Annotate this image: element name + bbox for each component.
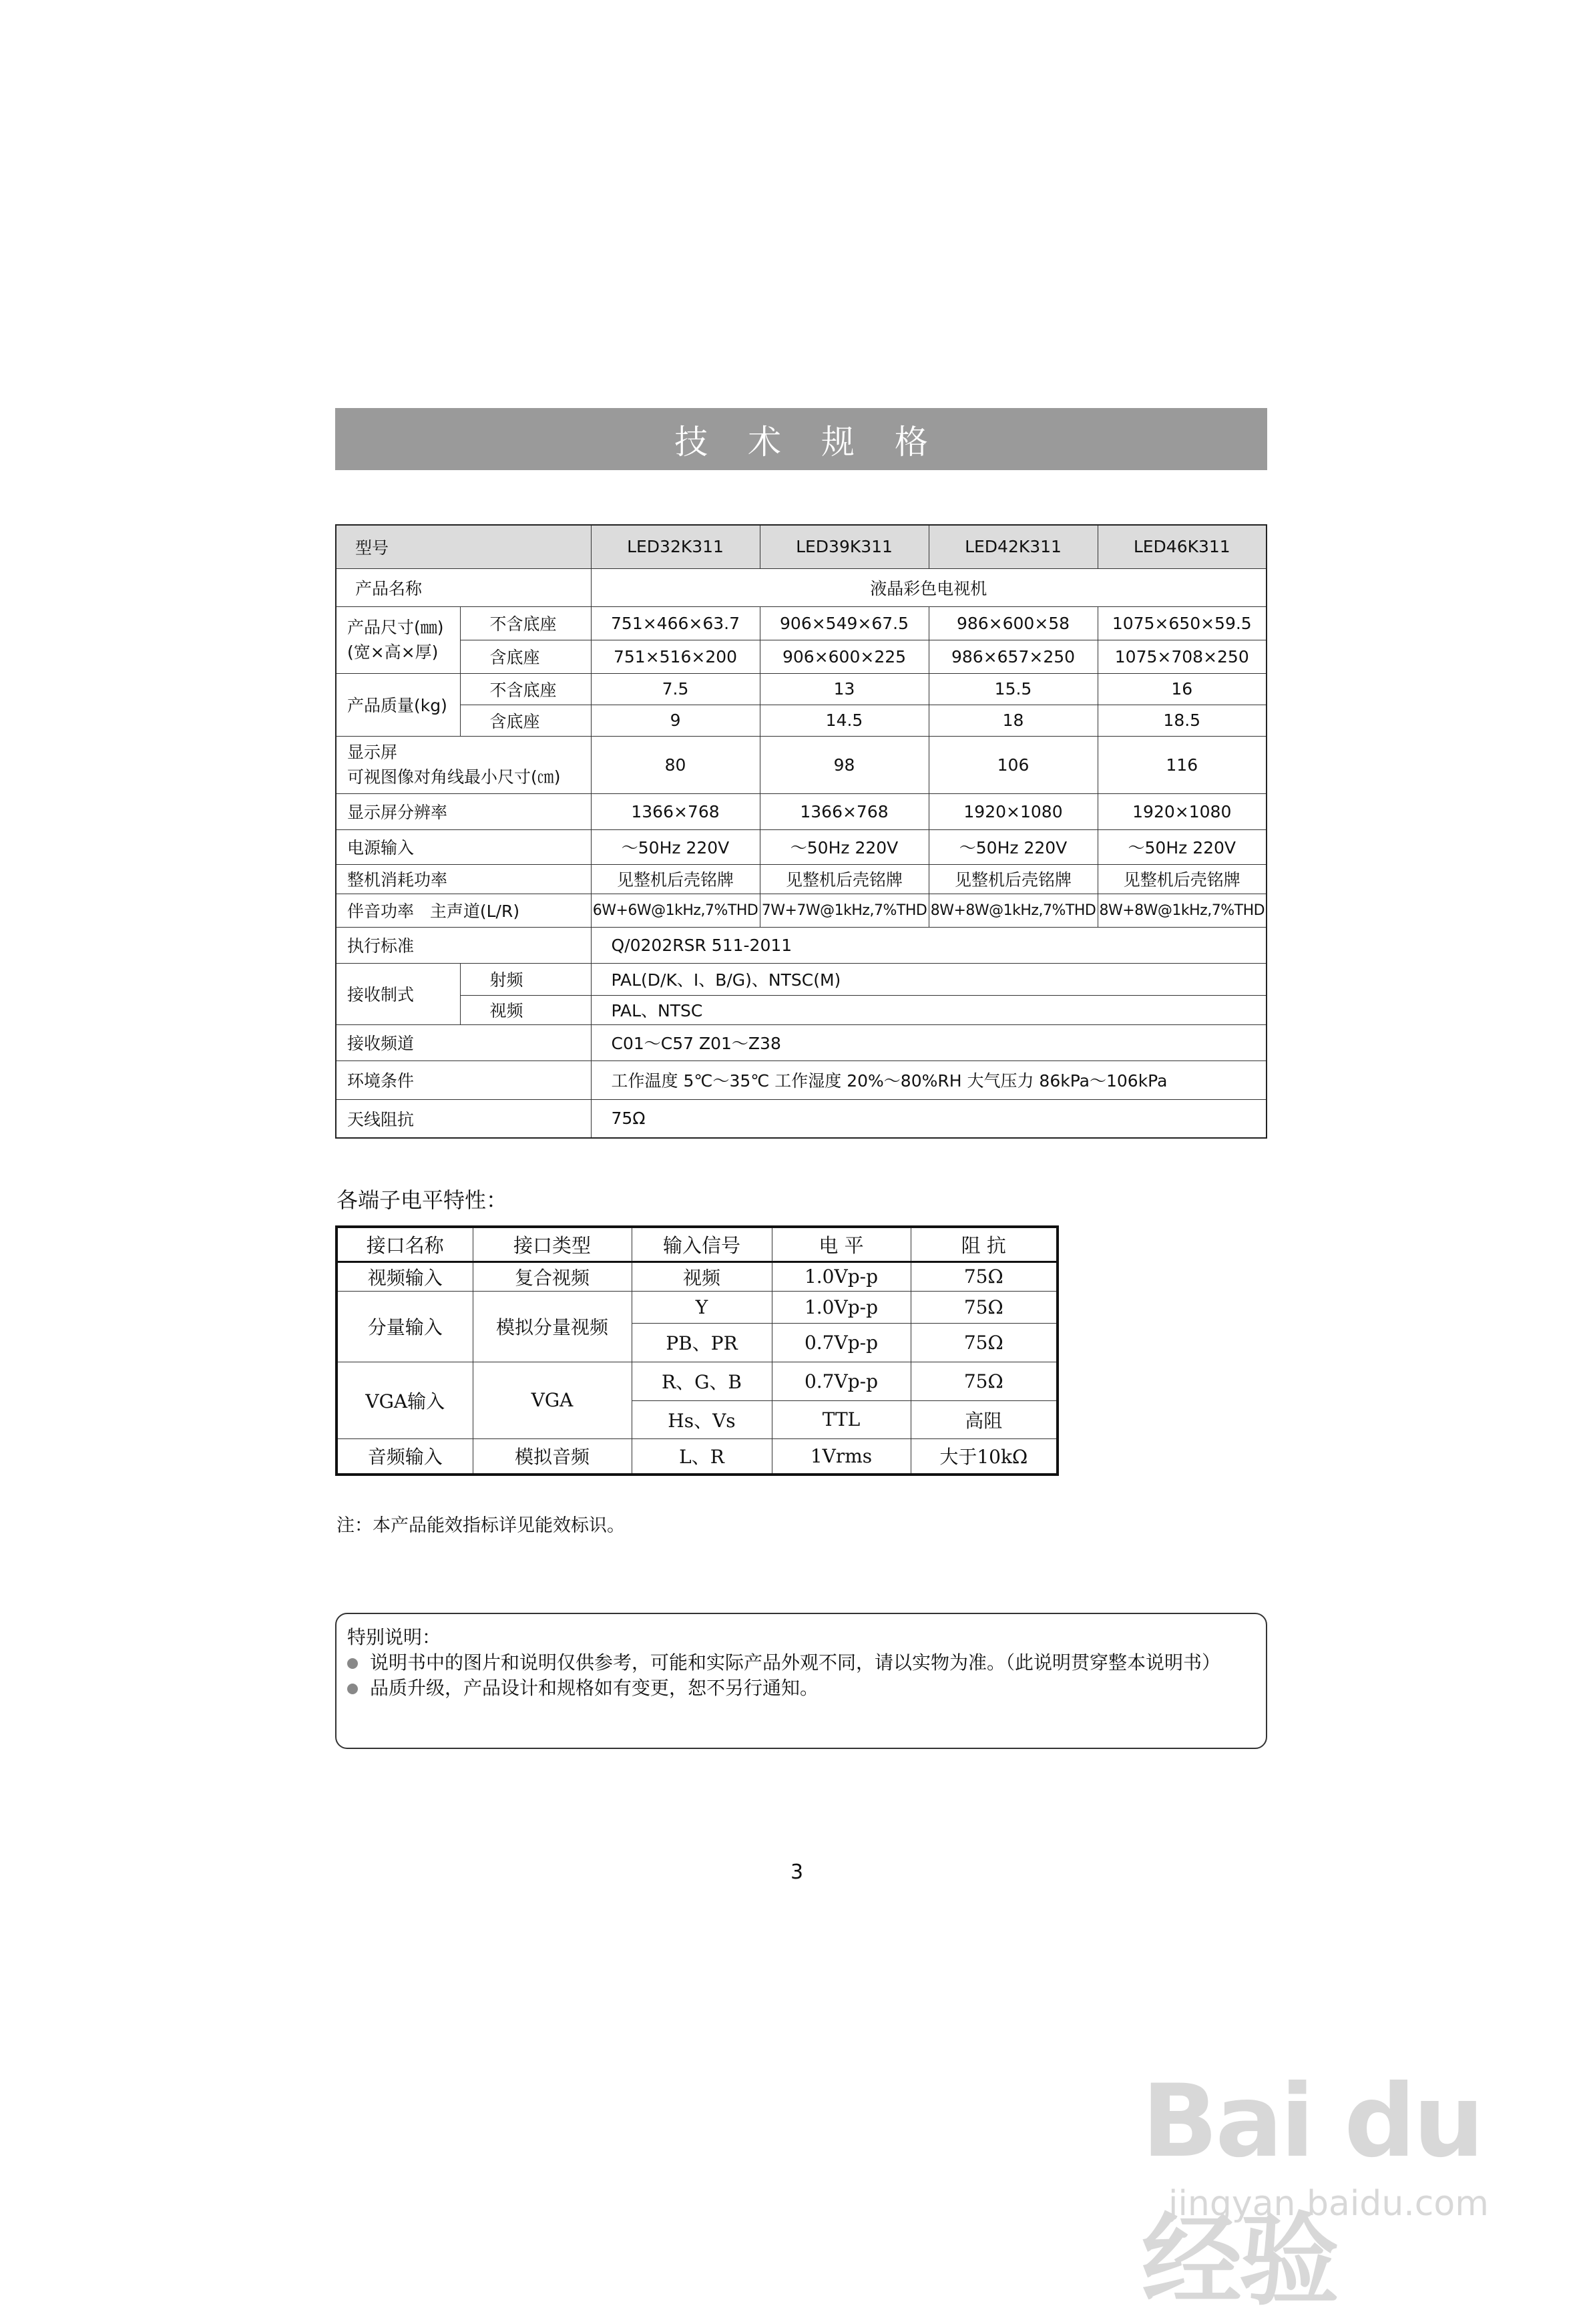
spec-value: 7W+7W@1kHz,7%THD xyxy=(760,894,929,927)
bullet-icon xyxy=(347,1684,358,1694)
terminal-header-row xyxy=(336,1227,1058,1262)
terminal-table xyxy=(335,1225,1059,1476)
special-notice-item xyxy=(347,1676,1266,1701)
terminal-cell: 75Ω xyxy=(911,1291,1058,1323)
terminal-cell: 1.0Vp-p xyxy=(772,1262,911,1291)
terminal-cell: L、R xyxy=(632,1438,772,1475)
spec-label: 整机消耗功率 xyxy=(336,864,591,894)
energy-note: 注：本产品能效指标详见能效标识。 xyxy=(336,1515,625,1536)
terminal-cell: Hs、Vs xyxy=(632,1400,772,1438)
terminal-cell: 模拟分量视频 xyxy=(473,1291,632,1362)
spec-sublabel: 不含底座 xyxy=(460,673,591,705)
spec-value: 16 xyxy=(1098,673,1267,705)
spec-label-size: 产品尺寸(㎜) (宽×高×厚) xyxy=(336,606,460,673)
spec-sublabel: 含底座 xyxy=(460,640,591,673)
terminal-cell: 复合视频 xyxy=(473,1262,632,1291)
spec-label-weight: 产品质量(kg) xyxy=(336,673,460,736)
spec-label: 显示屏分辨率 xyxy=(336,793,591,829)
terminal-header-cell: 输入信号 xyxy=(632,1227,772,1262)
page-number: 3 xyxy=(790,1861,804,1884)
spec-value: 液晶彩色电视机 xyxy=(591,568,1267,606)
terminal-cell: PB、PR xyxy=(632,1323,772,1362)
spec-header-led32: LED32K311 xyxy=(591,525,760,568)
spec-row-reception-rf xyxy=(336,963,1267,995)
spec-header-led46: LED46K311 xyxy=(1098,525,1267,568)
spec-value: 906×549×67.5 xyxy=(760,606,929,640)
spec-row-reception-video xyxy=(336,995,1267,1024)
spec-value: 见整机后壳铭牌 xyxy=(929,864,1098,894)
special-notice-box xyxy=(335,1613,1267,1749)
spec-value: ～50Hz 220V xyxy=(929,829,1098,864)
spec-row-audio xyxy=(336,894,1267,927)
spec-row-weight-without-stand xyxy=(336,673,1267,705)
spec-label-screen: 显示屏 可视图像对角线最小尺寸(㎝) xyxy=(336,736,591,793)
watermark-logo: Bai du 经验 xyxy=(1142,2064,1482,2319)
spec-label-audio: 伴音功率 主声道(L/R) xyxy=(336,894,591,927)
spec-value: 18 xyxy=(929,705,1098,736)
terminal-cell: 0.7Vp-p xyxy=(772,1362,911,1400)
spec-value: 986×600×58 xyxy=(929,606,1098,640)
special-notice-title: 特别说明： xyxy=(347,1626,441,1648)
spec-value: 1075×708×250 xyxy=(1098,640,1267,673)
terminal-header-cell: 接口名称 xyxy=(336,1227,473,1262)
terminal-cell: 1Vrms xyxy=(772,1438,911,1475)
spec-value: 见整机后壳铭牌 xyxy=(591,864,760,894)
spec-header-row xyxy=(336,525,1267,568)
spec-row-power-input xyxy=(336,829,1267,864)
spec-row-size-without-stand xyxy=(336,606,1267,640)
spec-row-antenna xyxy=(336,1099,1267,1138)
terminal-header-cell: 接口类型 xyxy=(473,1227,632,1262)
spec-label: 产品名称 xyxy=(336,568,591,606)
terminal-row-component-y xyxy=(336,1291,1058,1323)
spec-row-environment xyxy=(336,1060,1267,1099)
spec-row-size-with-stand xyxy=(336,640,1267,673)
spec-value: 751×466×63.7 xyxy=(591,606,760,640)
spec-value: ～50Hz 220V xyxy=(1098,829,1267,864)
spec-value: 工作温度 5℃～35℃ 工作湿度 20%～80%RH 大气压力 86kPa～106kPa xyxy=(591,1060,1267,1099)
spec-value: 1920×1080 xyxy=(1098,793,1267,829)
terminal-cell: 分量输入 xyxy=(336,1291,473,1362)
watermark-url: jingyan.baidu.com xyxy=(1168,2184,1489,2224)
spec-value: PAL(D/K、I、B/G)、NTSC(M) xyxy=(591,963,1267,995)
spec-row-product-name xyxy=(336,568,1267,606)
terminal-header-cell: 阻 抗 xyxy=(911,1227,1058,1262)
spec-value: 8W+8W@1kHz,7%THD xyxy=(1098,894,1267,927)
bullet-icon xyxy=(347,1658,358,1669)
spec-value: 1366×768 xyxy=(760,793,929,829)
spec-value: 1075×650×59.5 xyxy=(1098,606,1267,640)
spec-value: 18.5 xyxy=(1098,705,1267,736)
spec-value: 906×600×225 xyxy=(760,640,929,673)
spec-value: 13 xyxy=(760,673,929,705)
spec-header-led42: LED42K311 xyxy=(929,525,1098,568)
terminal-section-title: 各端子电平特性： xyxy=(336,1187,508,1213)
terminal-cell: VGA xyxy=(473,1362,632,1438)
spec-row-channels xyxy=(336,1024,1267,1060)
special-notice-text: 说明书中的图片和说明仅供参考，可能和实际产品外观不同，请以实物为准。（此说明贯穿整本说明书） xyxy=(370,1652,1221,1674)
terminal-header-cell: 电 平 xyxy=(772,1227,911,1262)
spec-header-model: 型号 xyxy=(336,525,591,568)
terminal-cell: VGA输入 xyxy=(336,1362,473,1438)
spec-label-reception: 接收制式 xyxy=(336,963,460,1024)
spec-value: ～50Hz 220V xyxy=(591,829,760,864)
spec-value: 1366×768 xyxy=(591,793,760,829)
terminal-row-audio xyxy=(336,1438,1058,1475)
spec-value: 见整机后壳铭牌 xyxy=(760,864,929,894)
spec-value: C01～C57 Z01～Z38 xyxy=(591,1024,1267,1060)
terminal-row-video xyxy=(336,1262,1058,1291)
spec-sublabel: 射频 xyxy=(460,963,591,995)
spec-value: Q/0202RSR 511-2011 xyxy=(591,927,1267,963)
terminal-cell: 视频 xyxy=(632,1262,772,1291)
terminal-cell: 1.0Vp-p xyxy=(772,1291,911,1323)
spec-label: 电源输入 xyxy=(336,829,591,864)
spec-row-screen xyxy=(336,736,1267,793)
spec-value: 8W+8W@1kHz,7%THD xyxy=(929,894,1098,927)
spec-row-power-consumption xyxy=(336,864,1267,894)
terminal-cell: 75Ω xyxy=(911,1262,1058,1291)
terminal-cell: 75Ω xyxy=(911,1362,1058,1400)
spec-value: 80 xyxy=(591,736,760,793)
spec-value: 116 xyxy=(1098,736,1267,793)
spec-value: ～50Hz 220V xyxy=(760,829,929,864)
spec-value: 986×657×250 xyxy=(929,640,1098,673)
spec-label: 天线阻抗 xyxy=(336,1099,591,1138)
terminal-row-vga-rgb xyxy=(336,1362,1058,1400)
terminal-cell: 音频输入 xyxy=(336,1438,473,1475)
spec-row-weight-with-stand xyxy=(336,705,1267,736)
spec-value: 9 xyxy=(591,705,760,736)
terminal-cell: 大于10kΩ xyxy=(911,1438,1058,1475)
spec-value: 见整机后壳铭牌 xyxy=(1098,864,1267,894)
baidu-jingyan-watermark xyxy=(1142,2057,1516,2319)
spec-row-standard xyxy=(336,927,1267,963)
spec-value: 14.5 xyxy=(760,705,929,736)
spec-sublabel: 视频 xyxy=(460,995,591,1024)
spec-header-led39: LED39K311 xyxy=(760,525,929,568)
page-title: 技 术 规 格 xyxy=(335,408,1267,470)
spec-label: 执行标准 xyxy=(336,927,591,963)
terminal-cell: 视频输入 xyxy=(336,1262,473,1291)
spec-table xyxy=(335,524,1267,1139)
spec-value: 751×516×200 xyxy=(591,640,760,673)
spec-row-resolution xyxy=(336,793,1267,829)
terminal-cell: R、G、B xyxy=(632,1362,772,1400)
spec-sublabel: 含底座 xyxy=(460,705,591,736)
spec-value: 7.5 xyxy=(591,673,760,705)
terminal-cell: 75Ω xyxy=(911,1323,1058,1362)
spec-label: 环境条件 xyxy=(336,1060,591,1099)
special-notice-item xyxy=(347,1650,1266,1676)
special-notice-text: 品质升级，产品设计和规格如有变更，恕不另行通知。 xyxy=(370,1677,819,1699)
terminal-cell: Y xyxy=(632,1291,772,1323)
terminal-cell: 模拟音频 xyxy=(473,1438,632,1475)
terminal-cell: 0.7Vp-p xyxy=(772,1323,911,1362)
spec-value: 15.5 xyxy=(929,673,1098,705)
spec-label: 接收频道 xyxy=(336,1024,591,1060)
spec-value: PAL、NTSC xyxy=(591,995,1267,1024)
spec-value: 75Ω xyxy=(591,1099,1267,1138)
terminal-cell: TTL xyxy=(772,1400,911,1438)
spec-sublabel: 不含底座 xyxy=(460,606,591,640)
spec-value: 1920×1080 xyxy=(929,793,1098,829)
spec-value: 106 xyxy=(929,736,1098,793)
spec-value: 6W+6W@1kHz,7%THD xyxy=(591,894,760,927)
terminal-cell: 高阻 xyxy=(911,1400,1058,1438)
spec-value: 98 xyxy=(760,736,929,793)
